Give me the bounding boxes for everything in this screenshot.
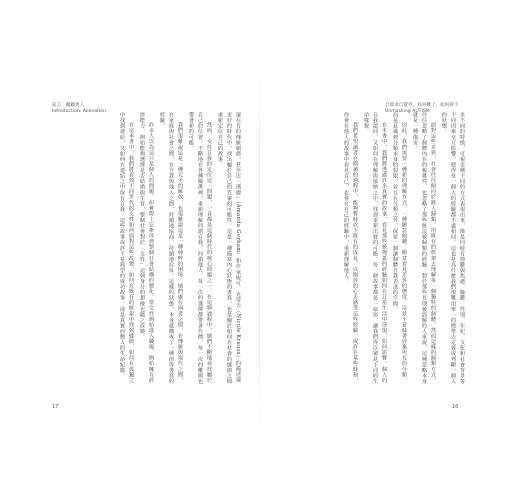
right-page-body-text [290,112,466,388]
right-paragraph-2: 面對這些差異，社會往往傾向於將人歸類，用既有的框架去理解每一個獨特的個體。然而這樣的歸類方式，往往忽略了個體內在的複雜性，也忽略了那些無法被歸類的經驗。對於那些長期被誤解的人來說，這種忽略本身就是一種傷害。 [412,112,436,384]
right-page-number: 16 [452,404,459,410]
left-paragraph-3: 我們很難說這是一種完全的解放，也很難說這是一種純粹的困境。她們處在兩者之間，在傳統與現代之間，在家庭與社會之間，在自我與他人之間，持續地協商、持續地拉扯。這樣的狀態，本身就構成了一種值得書寫的經驗。 [159,112,183,384]
left-paragraph-4: 許多人以為這只是個人的問題，但實際上它牽涉到整個社會結構的變化。當女性開始進入職場、開始擁有經濟能力、開始能夠選擇是否結婚與生育，整個社會對於「女性」這個身分的想像也隨之改變。 [139,112,154,384]
left-paragraph-2: 然而，女性自我的定位這一問題，一直都是這個時代的核心問題之一。在這個過程中，她們不斷地尋找屬於自己的位置，不斷地在各種關係裡，重新理解何謂自我，何謂他人。每一次的選擇都帶著代價，每一次的離開也帶著新的可能。 [188,112,212,384]
left-header-subtitle: Introduction: Alienation [52,109,106,114]
right-paragraph-1: 多不同的特徵，可視多種不同的方式表現出來，像是同時有抑鬱與焦慮、躁鬱、性別、年紀、文化和社會背景等不同因素交互影響，使得每一個人的經驗都不盡相同。這也是為什麼我們很難用單一的標準去定義或判斷一個人的狀態。 [441,112,465,384]
right-header-title: 自問求自覺外，為何難上，如何拆下 [385,103,459,108]
left-page-number: 17 [52,404,59,410]
page-gutter [259,70,260,430]
right-paragraph-4: 在本書中，我們將透過許多真實的故事，看見那些被掩蓋的經驗如何在日常生活中浮現，如何影響一個人的自我認同，又如何在理解與接納之中，找到重新出發的可能。每一個故事都是一扇窗，讓我們得以窺見不同的生命樣貌。 [363,112,387,384]
left-header-title: 前言：聽聽異人 [52,103,85,108]
right-paragraph-5: 我們希望讀者在閱讀的過程中，能夠暫時放下既有的成見，以開放的心去感受這些經驗。或許在某些時刻，你會在他人的故事中看見自己，也會在自己的經驗中，重新理解他人。 [343,112,358,384]
left-paragraph-1: 還在有的傳統網絡，甚至比「瑪麗」（Amanda Gorham）和作家妮可．克勞夫（Nicole Krauss）的描述還更好的時代中，找出屬於自己的答案的可能性。這是一種描寫內心狀態的書寫，也是關於如何在社會的縫隙之間重新定位自己的故事。 [217,112,241,384]
left-page-body-text [52,112,242,388]
right-header-subtitle: Unmasking AUTISM [385,109,430,114]
right-paragraph-3: 因此，我們需要一種新的理解方式，一種願意傾聽、願意看見差異的態度。這並不意味著放棄所有的分類，而是意識到分類本身的侷限，並且在分類之外，保留一個讓個體自我表達的空間。 [392,112,407,384]
left-paragraph-5: 在這本書中，我們將看到不同世代的女性如何面對這些改變，如何在既有的框架中找到縫隙，如何在孤獨之中找到連結，又如何在連結之中保有自我。這些故事或許不是典型的成功故事，卻是真實而動人的生命紀錄。 [119,112,134,384]
